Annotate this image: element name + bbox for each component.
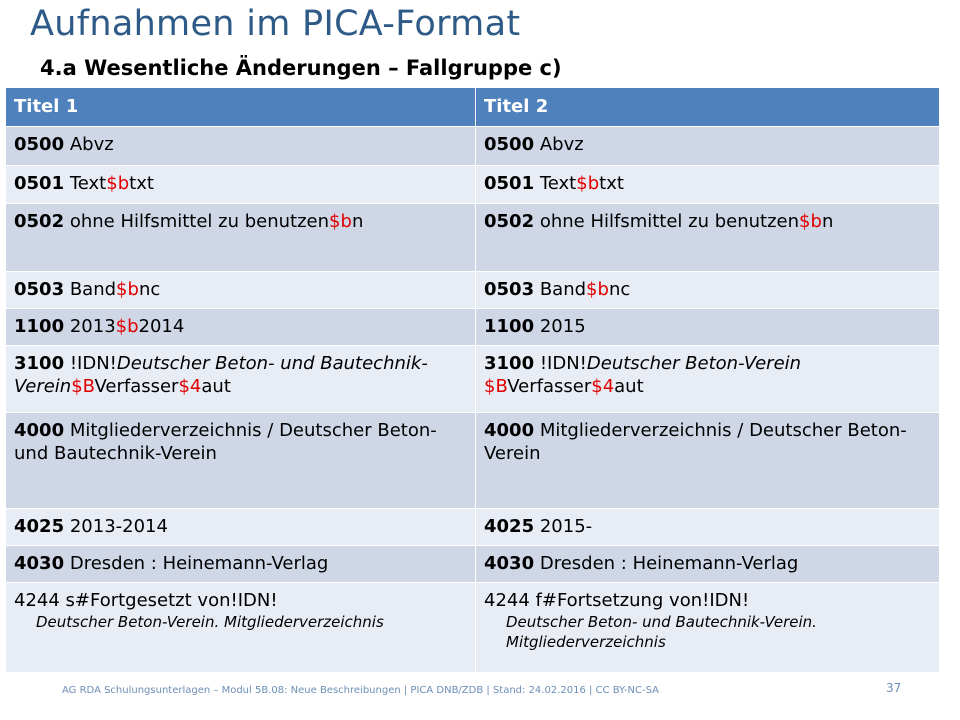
table-cell: 4025 2013-2014 <box>6 509 476 546</box>
table-cell: 4030 Dresden : Heinemann-Verlag <box>6 546 476 583</box>
table-row <box>6 204 940 272</box>
table-row <box>6 272 940 309</box>
table-row <box>6 346 940 413</box>
table-row <box>6 166 940 204</box>
table-cell: 4244 f#Fortsetzung von!IDN! Deutscher Beton- und Bautechnik-Verein. Mitgliederverzeichnis <box>476 583 940 673</box>
table-cell: 0500 Abvz <box>476 127 940 166</box>
slide-subtitle: 4.a Wesentliche Änderungen – Fallgruppe c) <box>40 56 562 80</box>
table-row <box>6 546 940 583</box>
table-cell: 4030 Dresden : Heinemann-Verlag <box>476 546 940 583</box>
table-cell: 0503 Band$bnc <box>6 272 476 309</box>
table-row <box>6 413 940 509</box>
page-number: 37 <box>886 681 902 695</box>
table-cell: 0502 ohne Hilfsmittel zu benutzen$bn <box>6 204 476 272</box>
table-cell: 3100 !IDN!Deutscher Beton-Verein $BVerfasser$4aut <box>476 346 940 413</box>
table-cell: 4000 Mitgliederverzeichnis / Deutscher Beton- und Bautechnik-Verein <box>6 413 476 509</box>
pica-comparison-table <box>5 87 940 673</box>
table-cell: 0500 Abvz <box>6 127 476 166</box>
table-cell: 4000 Mitgliederverzeichnis / Deutscher Beton-Verein <box>476 413 940 509</box>
table-cell: 0501 Text$btxt <box>476 166 940 204</box>
footer-text: AG RDA Schulungsunterlagen – Modul 5B.08: Neue Beschreibungen | PICA DNB/ZDB | Stand: 24.02.2016 | CC BY-NC-SA <box>62 685 659 696</box>
column-header-titel-2: Titel 2 <box>476 88 940 127</box>
table-row <box>6 509 940 546</box>
table-cell: 1100 2015 <box>476 309 940 346</box>
table-cell: 1100 2013$b2014 <box>6 309 476 346</box>
table-header-row <box>6 88 940 127</box>
table-cell: 4244 s#Fortgesetzt von!IDN! Deutscher Beton-Verein. Mitgliederverzeichnis <box>6 583 476 673</box>
table-cell: 3100 !IDN!Deutscher Beton- und Bautechnik-Verein$BVerfasser$4aut <box>6 346 476 413</box>
table-cell: 0501 Text$btxt <box>6 166 476 204</box>
table-row <box>6 127 940 166</box>
table-cell: 4025 2015- <box>476 509 940 546</box>
table-cell: 0502 ohne Hilfsmittel zu benutzen$bn <box>476 204 940 272</box>
table-row <box>6 583 940 673</box>
slide-title: Aufnahmen im PICA-Format <box>30 4 521 44</box>
column-header-titel-1: Titel 1 <box>6 88 476 127</box>
table-cell: 0503 Band$bnc <box>476 272 940 309</box>
table-row <box>6 309 940 346</box>
